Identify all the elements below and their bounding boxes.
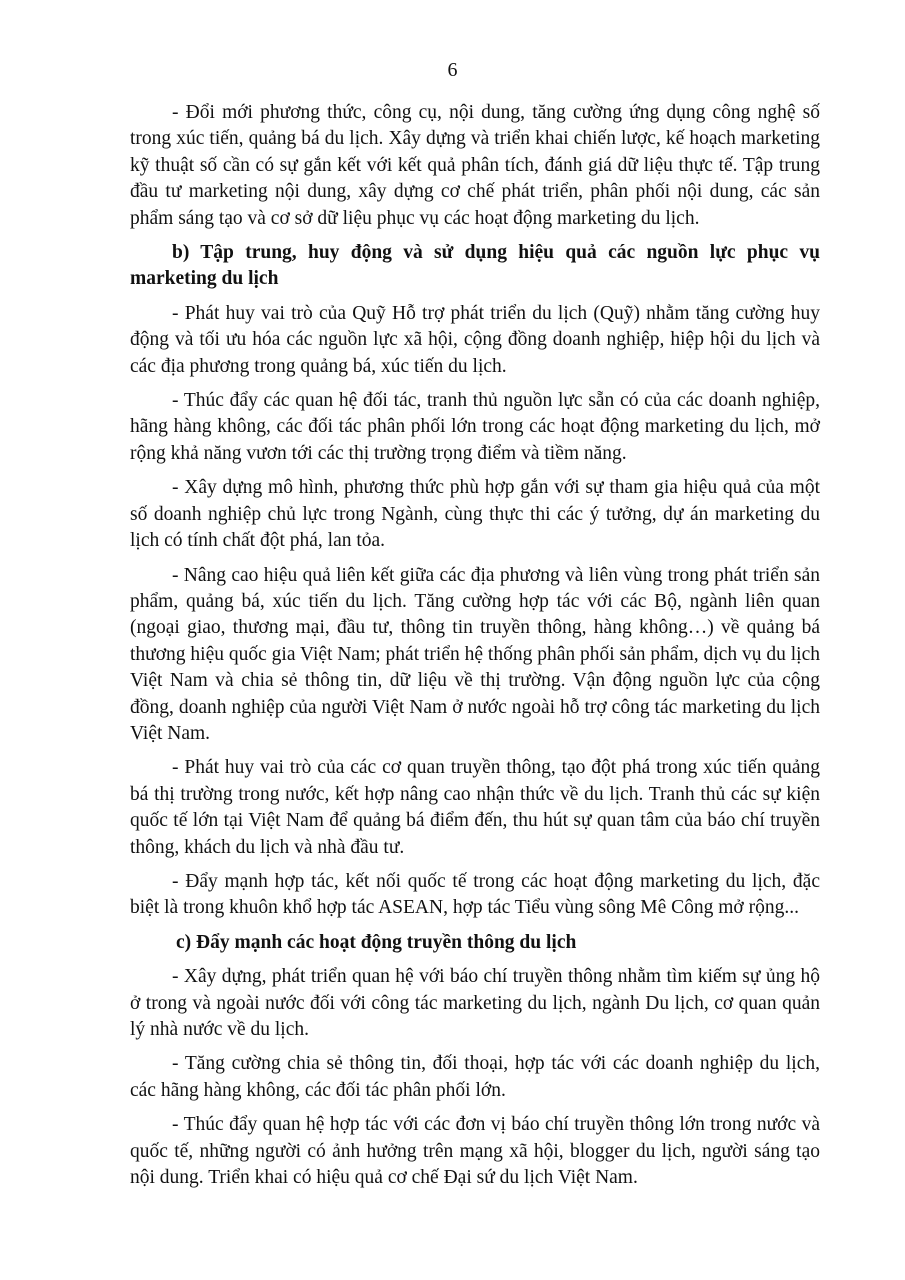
paragraph-media-partnership: - Thúc đẩy quan hệ hợp tác với các đơn vị báo chí truyền thông lớn trong nước và quốc tế, những người có ảnh hưởng trên mạng xã hội, blogger du lịch, người sáng tạo nội dung. Triển khai có hiệu quả cơ chế Đại sứ du lịch Việt Nam.	[130, 1114, 820, 1189]
paragraph-tourism-fund: - Phát huy vai trò của Quỹ Hỗ trợ phát triển du lịch (Quỹ) nhằm tăng cường huy động và tối ưu hóa các nguồn lực xã hội, cộng đồng doanh nghiệp, hiệp hội du lịch và các địa phương trong quảng bá, xúc tiến du lịch.	[130, 302, 820, 377]
paragraph-partner-relations: - Thúc đẩy các quan hệ đối tác, tranh thủ nguồn lực sẵn có của các doanh nghiệp, hãng hàng không, các đối tác phân phối lớn trong các hoạt động marketing du lịch, mở rộng khả năng vươn tới các thị trường trọng điểm và tiềm năng.	[130, 390, 820, 464]
paragraph-press-relations: - Xây dựng, phát triển quan hệ với báo chí truyền thông nhằm tìm kiếm sự ủng hộ ở trong và ngoài nước đối với công tác marketing du lịch, ngành Du lịch, cơ quan quản lý nhà nước về du lịch.	[130, 966, 820, 1040]
paragraph-business-model: - Xây dựng mô hình, phương thức phù hợp gắn với sự tham gia hiệu quả của một số doanh nghiệp chủ lực trong Ngành, cùng thực thi các ý tưởng, dự án marketing du lịch có tính chất đột phá, lan tỏa.	[130, 477, 820, 552]
paragraph-digital-marketing: - Đổi mới phương thức, công cụ, nội dung, tăng cường ứng dụng công nghệ số trong xúc tiến, quảng bá du lịch. Xây dựng và triển khai chiến lược, kế hoạch marketing kỹ thuật số cần có sự gắn kết với kết quả phân tích, đánh giá dữ liệu thực tế. Tập trung đầu tư marketing nội dung, xây dựng cơ chế phát triển, phân phối nội dung, các sản phẩm sáng tạo và cơ sở dữ liệu phục vụ các hoạt động marketing du lịch.	[130, 102, 820, 229]
paragraph-regional-linkage: - Nâng cao hiệu quả liên kết giữa các địa phương và liên vùng trong phát triển sản phẩm, quảng bá, xúc tiến du lịch. Tăng cường hợp tác với các Bộ, ngành liên quan (ngoại giao, thương mại, đầu tư, thông tin truyền thông, hàng không…) về quảng bá thương hiệu quốc gia Việt Nam; phát triển hệ thống phân phối sản phẩm, dịch vụ du lịch Việt Nam và chia sẻ thông tin, dữ liệu về thị trường. Vận động nguồn lực của cộng đồng, doanh nghiệp của người Việt Nam ở nước ngoài hỗ trợ công tác marketing du lịch Việt Nam.	[130, 564, 820, 744]
paragraph-information-sharing: - Tăng cường chia sẻ thông tin, đối thoại, hợp tác với các doanh nghiệp du lịch, các hãng hàng không, các đối tác phân phối lớn.	[130, 1053, 820, 1101]
page-number: 6	[447, 59, 458, 81]
paragraph-international-cooperation: - Đẩy mạnh hợp tác, kết nối quốc tế trong các hoạt động marketing du lịch, đặc biệt là trong khuôn khổ hợp tác ASEAN, hợp tác Tiểu vùng sông Mê Công mở rộng...	[130, 870, 820, 919]
document-body	[130, 100, 820, 1199]
heading-b-resources: b) Tập trung, huy động và sử dụng hiệu quả các nguồn lực phục vụ marketing du lịch	[130, 242, 820, 290]
heading-c-communications: c) Đẩy mạnh các hoạt động truyền thông du lịch	[176, 931, 577, 953]
paragraph-media-role: - Phát huy vai trò của các cơ quan truyền thông, tạo đột phá trong xúc tiến quảng bá thị trường trong nước, kết hợp nâng cao nhận thức về du lịch. Tranh thủ các sự kiện quốc tế lớn tại Việt Nam để quảng bá điểm đến, thu hút sự quan tâm của báo chí truyền thông, khách du lịch và nhà đầu tư.	[130, 757, 820, 858]
